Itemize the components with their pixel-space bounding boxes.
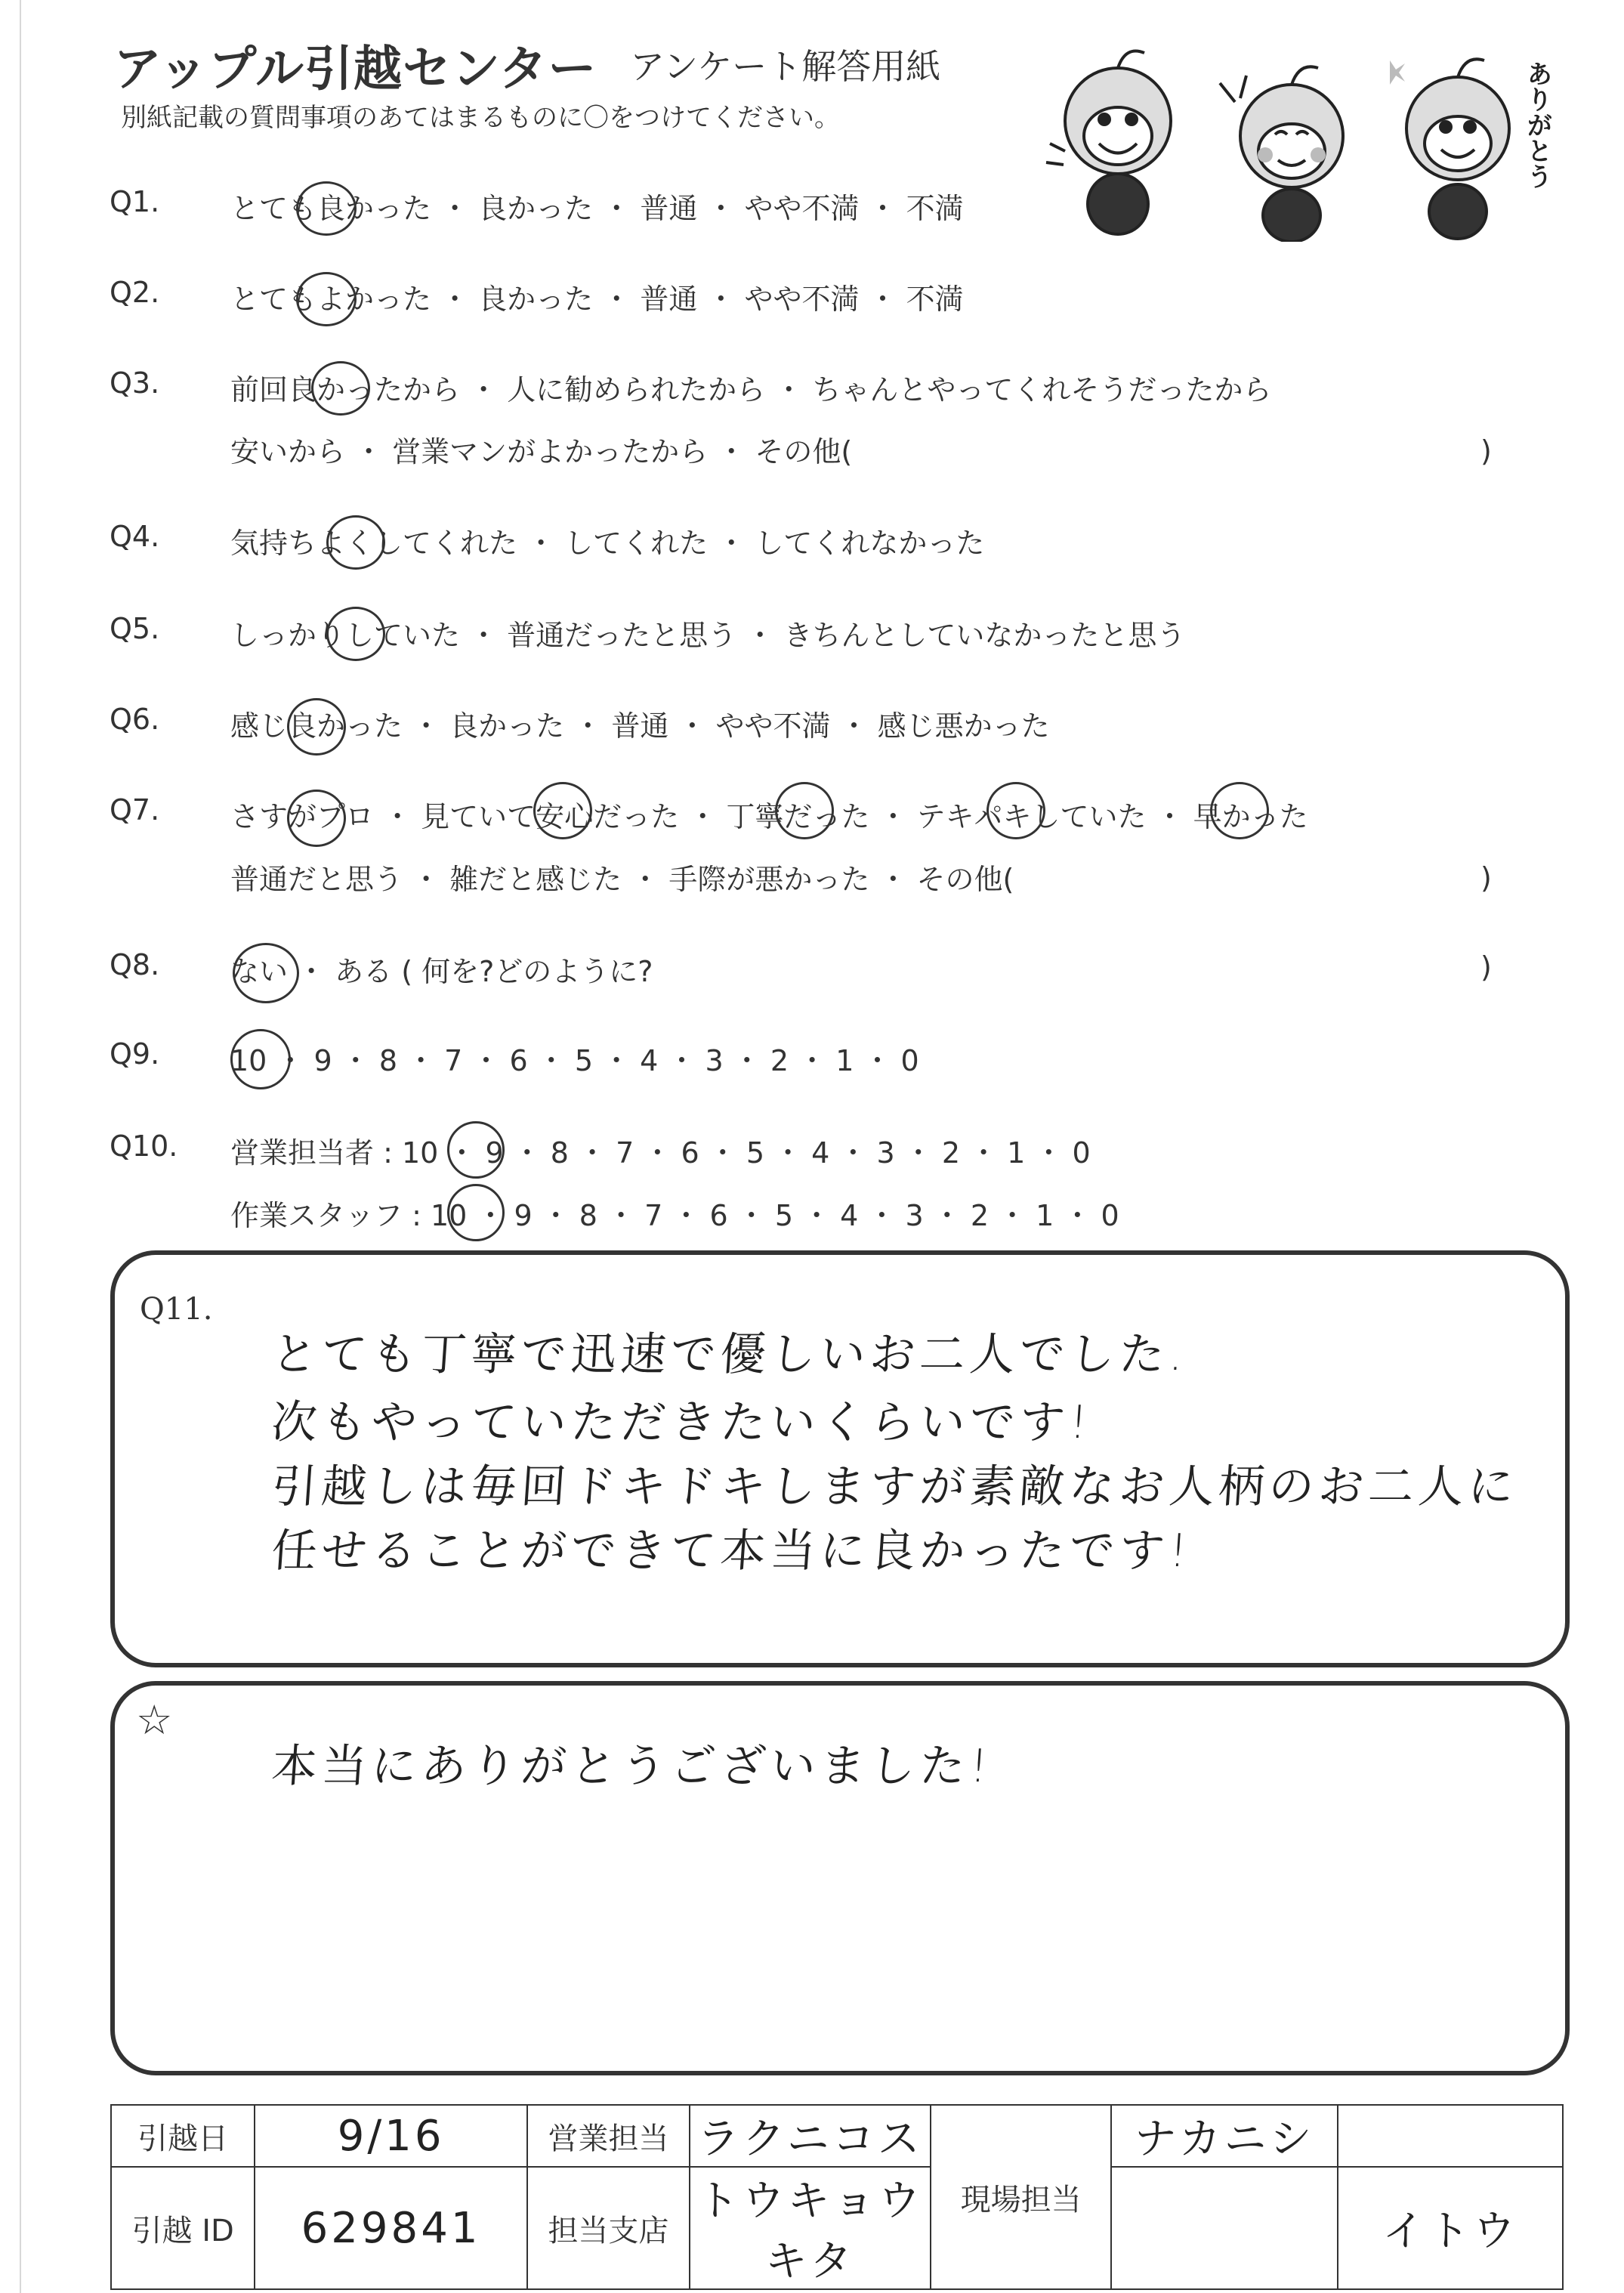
site-staff-1-value: ナカニシ [1111,2105,1337,2167]
site-staff-label: 現場担当 [931,2105,1112,2289]
q10-sales-answer-circle [447,1121,505,1179]
q1-number: Q1. [110,185,160,218]
site-staff-2-value: イトウ [1338,2167,1563,2289]
q7-number: Q7. [110,793,160,827]
q3-options-line1: 前回良かったから ・ 人に勧められたから ・ ちゃんとやってくれそうだったから [230,373,1272,406]
q9-number: Q9. [110,1037,160,1071]
sales-label: 営業担当 [527,2105,690,2167]
q11-handwritten-line4: 任せることができて本当に良かったです! [270,1525,1194,1578]
q6-number: Q6. [110,703,160,736]
mascot-left-icon [1046,51,1171,235]
q8-options: ない ・ ある ( 何を?どのように? [230,955,653,988]
q6-options: 感じ良かった ・ 良かった ・ 普通 ・ やや不満 ・ 感じ悪かった [230,709,1050,743]
branch-label: 担当支店 [527,2167,690,2289]
q7-answer-circle-1 [287,790,346,847]
q2-options: とてもよかった ・ 良かった ・ 普通 ・ やや不満 ・ 不満 [230,283,964,316]
q7-close-paren: ) [1480,861,1492,895]
q5-number: Q5. [110,612,160,645]
q11-handwritten-line2: 次もやっていただきたいくらいです! [270,1396,1095,1449]
branch-name-value: トウキョウキタ [690,2167,931,2289]
move-date-label: 引越日 [111,2105,255,2167]
q5-answer-circle [326,607,385,661]
instruction-text: 別紙記載の質問事項のあてはまるものに〇をつけてください。 [121,103,840,133]
site-staff-empty-cell-2 [1111,2167,1337,2289]
q7-answer-circle-4 [986,782,1045,839]
q4-answer-circle [326,515,385,570]
footer-info-table [110,2104,1564,2290]
q7-options-line2: 普通だと思う ・ 雑だと感じた ・ 手際が悪かった ・ その他( [230,863,1014,896]
q3-number: Q3. [110,366,160,400]
q1-answer-circle [296,181,357,236]
q3-options-line2: 安いから ・ 営業マンがよかったから ・ その他( [230,435,853,468]
page-edge [20,0,21,2293]
site-staff-empty-cell [1338,2105,1563,2167]
star-label: ☆ [136,1696,173,1744]
q10-staff-answer-circle [447,1184,505,1241]
q2-answer-circle [296,272,357,326]
q10-sales-scale: 営業担当者 : 10 ・ 9 ・ 8 ・ 7 ・ 6 ・ 5 ・ 4 ・ 3 ・ 2 ・ 1 ・ 0 [230,1136,1091,1170]
star-handwritten-text: 本当にありがとうございました! [270,1740,995,1793]
mascot-middle-icon [1220,66,1343,242]
q5-options: しっかりしていた ・ 普通だったと思う ・ きちんとしていなかったと思う [230,619,1186,652]
q10-staff-scale: 作業スタッフ : 10 ・ 9 ・ 8 ・ 7 ・ 6 ・ 5 ・ 4 ・ 3 ・ 2 ・ 1 ・ 0 [230,1199,1119,1232]
move-id-value: 629841 [255,2167,527,2289]
q2-number: Q2. [110,276,160,309]
q8-number: Q8. [110,948,160,981]
mascot-right-icon [1390,59,1509,239]
company-title: アップル引越センター [113,42,597,97]
form-subtitle: アンケート解答用紙 [630,46,941,87]
q4-options: 気持ちよくしてくれた ・ してくれた ・ してくれなかった [230,527,985,560]
sales-name-value: ラクニコス [690,2105,931,2167]
q10-number: Q10. [110,1130,178,1163]
q7-answer-circle-5 [1210,782,1269,839]
mascot-caption: ありがとう [1522,60,1552,189]
q11-label: Q11. [140,1292,213,1327]
q7-answer-circle-2 [533,782,592,839]
q11-handwritten-line3: 引越しは毎回ドキドキしますが素敵なお人柄のお二人に [270,1460,1521,1513]
mascot-illustration [1035,30,1579,242]
q3-close-paren: ) [1480,434,1492,468]
q9-scale: 10 ・ 9 ・ 8 ・ 7 ・ 6 ・ 5 ・ 4 ・ 3 ・ 2 ・ 1 ・ 0 [230,1044,919,1077]
q9-answer-circle [230,1029,291,1089]
q11-handwritten-line1: とても丁寧で迅速で優しいお二人でした. [270,1328,1190,1381]
q8-close-paren: ) [1480,950,1492,984]
q7-options-line1: さすがプロ ・ 見ていて安心だった ・ 丁寧だった ・ テキパキしていた ・ 早かった [230,800,1308,833]
q1-options: とても良かった ・ 良かった ・ 普通 ・ やや不満 ・ 不満 [230,192,964,225]
move-date-value: 9/16 [255,2105,527,2167]
q3-answer-circle [311,361,370,416]
q4-number: Q4. [110,520,160,553]
q7-answer-circle-3 [775,782,834,839]
q6-answer-circle [287,698,346,756]
q8-answer-circle [233,943,299,1003]
move-id-label: 引越 ID [111,2167,255,2289]
